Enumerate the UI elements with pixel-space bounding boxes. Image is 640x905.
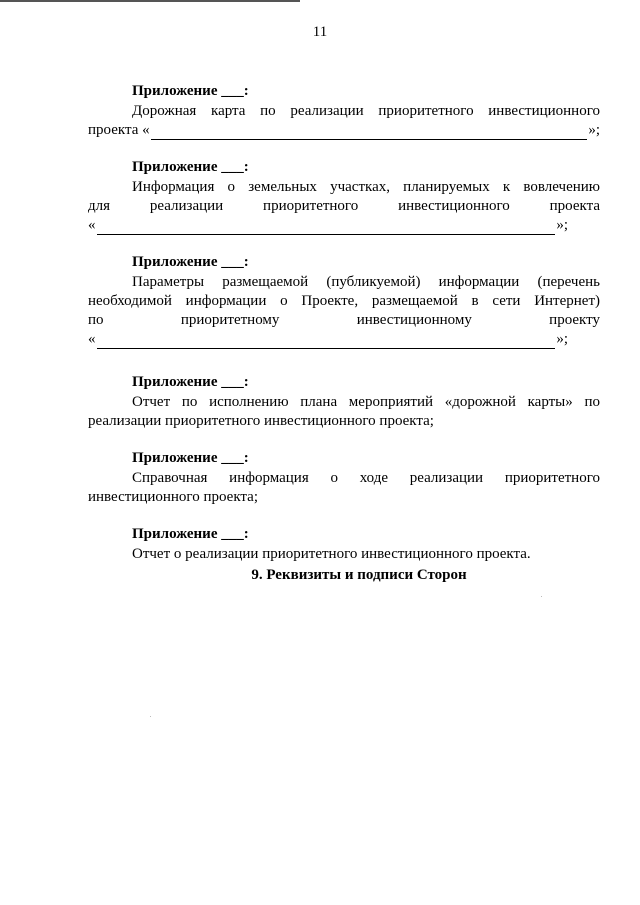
appendix-reference-info bbox=[88, 449, 600, 507]
project-name-fill-line bbox=[88, 330, 568, 349]
appendix-heading: Приложение ___: bbox=[132, 159, 249, 175]
appendix-heading: Приложение ___: bbox=[132, 254, 249, 270]
appendix-text-line: Параметры размещаемой (публикуемой) информации (перечень bbox=[132, 274, 600, 290]
scan-speck bbox=[150, 716, 151, 717]
appendix-heading: Приложение ___: bbox=[132, 374, 249, 390]
appendix-heading: Приложение ___: bbox=[132, 526, 249, 542]
page-number: 11 bbox=[312, 24, 328, 40]
appendix-roadmap-report bbox=[88, 373, 600, 431]
appendix-published-info bbox=[88, 253, 600, 349]
appendix-land-plots bbox=[88, 158, 600, 235]
appendix-roadmap bbox=[88, 82, 600, 140]
appendix-text: Отчет по исполнению плана мероприятий «дорожной карты» по реализации приоритетного инвестиционного проекта; bbox=[88, 394, 600, 429]
section-title: 9. Реквизиты и подписи Сторон bbox=[251, 567, 467, 583]
fill-prefix: « bbox=[88, 331, 96, 347]
appendix-implementation-report bbox=[88, 525, 600, 564]
appendix-text-line: необходимой информации о Проекте, размещаемой в сети Интернет) bbox=[88, 293, 600, 309]
appendix-text: Справочная информация о ходе реализации приоритетного инвестиционного проекта; bbox=[88, 470, 600, 505]
project-name-fill-line bbox=[88, 216, 568, 235]
fill-prefix: « bbox=[88, 217, 96, 233]
appendix-text-line: по приоритетному инвестиционному проекту bbox=[88, 312, 600, 328]
scan-edge-artifact bbox=[0, 0, 300, 2]
document-body bbox=[88, 82, 600, 585]
blank-underline bbox=[97, 333, 556, 349]
blank-underline bbox=[151, 124, 588, 140]
project-name-fill-line bbox=[88, 121, 600, 140]
appendix-heading: Приложение ___: bbox=[132, 83, 249, 99]
appendix-text-line: Дорожная карта по реализации приоритетного инвестиционного bbox=[132, 103, 600, 119]
appendix-text-line: для реализации приоритетного инвестиционного проекта bbox=[88, 198, 600, 214]
appendix-text-line: Информация о земельных участках, планируемых к вовлечению bbox=[132, 179, 600, 195]
fill-suffix: »; bbox=[556, 217, 568, 233]
appendix-heading: Приложение ___: bbox=[132, 450, 249, 466]
fill-suffix: »; bbox=[588, 122, 600, 138]
fill-prefix: проекта « bbox=[88, 122, 150, 138]
appendix-text: Отчет о реализации приоритетного инвестиционного проекта. bbox=[132, 546, 531, 562]
blank-underline bbox=[97, 219, 556, 235]
scan-speck bbox=[541, 596, 542, 597]
fill-suffix: »; bbox=[556, 331, 568, 347]
